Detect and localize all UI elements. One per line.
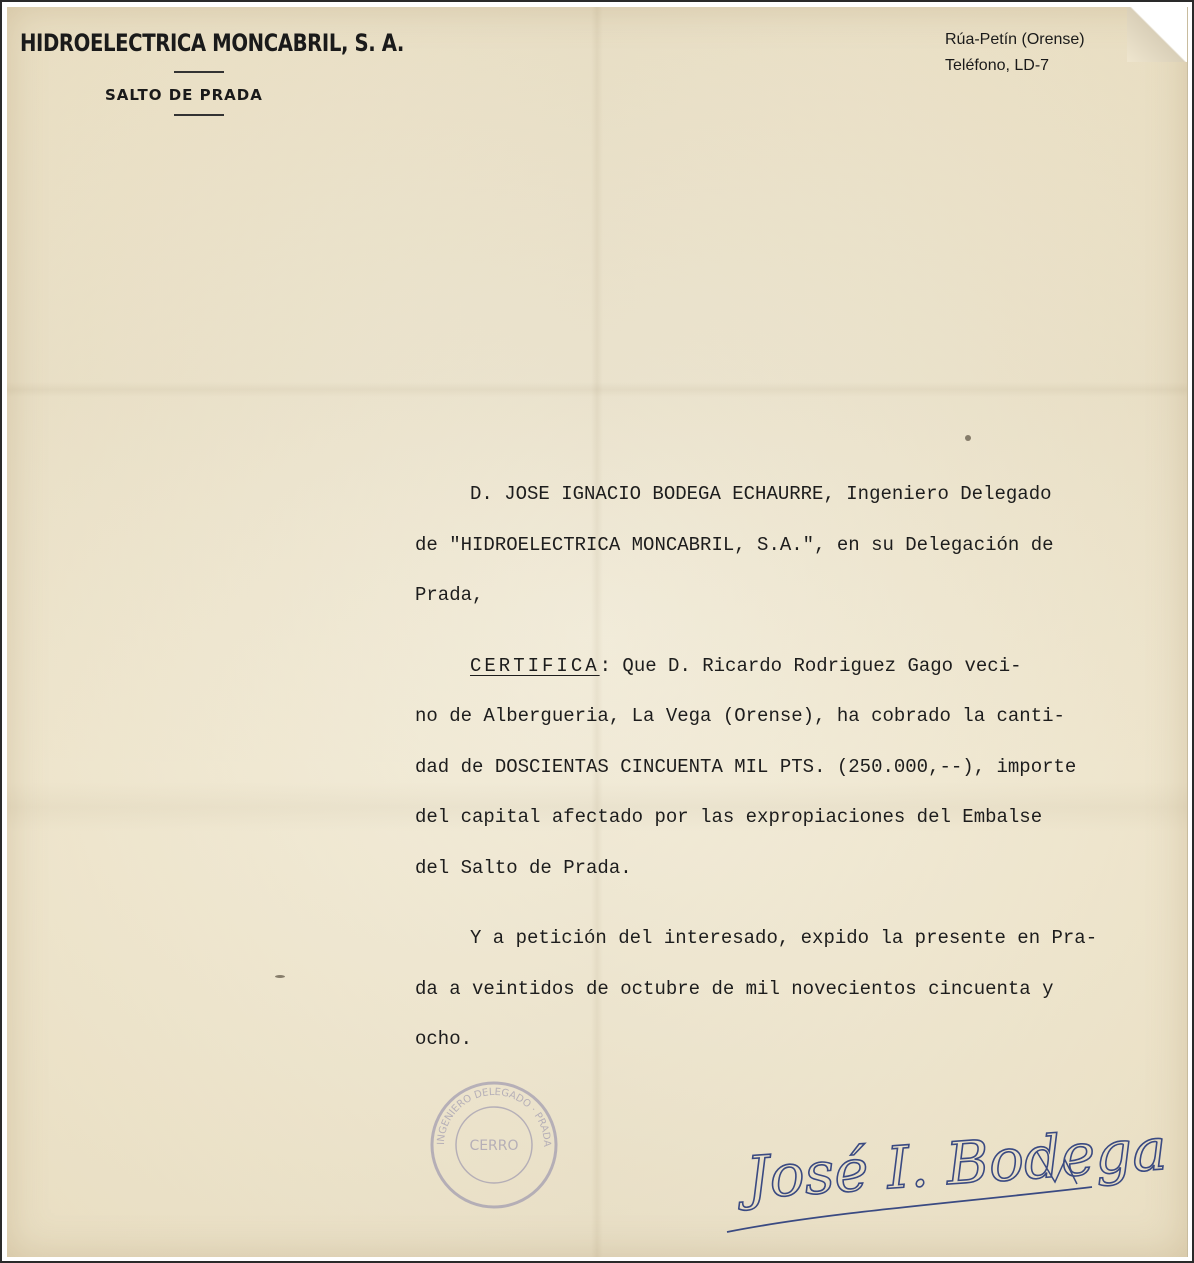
closing-line: da a veintidos de octubre de mil novecientos cincuenta y	[415, 977, 1054, 1000]
paper-mark	[275, 975, 285, 978]
handwritten-signature	[707, 1092, 1169, 1242]
body-line: dad de DOSCIENTAS CINCUENTA MIL PTS. (250.000,--), importe	[415, 755, 1077, 778]
body-line: D. JOSE IGNACIO BODEGA ECHAURRE, Ingeniero Delegado	[470, 483, 1052, 505]
signature-text: José I. Bodega	[743, 1114, 1169, 1213]
certifica-line	[415, 641, 1175, 692]
closing-line: ocho.	[415, 1028, 473, 1050]
official-stamp	[429, 1080, 559, 1210]
body-line: no de Albergueria, La Vega (Orense), ha cobrado la canti-	[415, 705, 1065, 727]
letter-paper	[7, 7, 1188, 1257]
folded-corner	[1127, 7, 1187, 62]
stamp-ring-text: INGENIERO DELEGADO · PRADA	[435, 1086, 553, 1148]
certificate-body	[415, 469, 1175, 1065]
stamp-center-text: CERRO	[469, 1138, 519, 1154]
body-line: Prada,	[415, 584, 484, 606]
paper-mark	[965, 435, 971, 441]
body-line: del Salto de Prada.	[415, 856, 632, 879]
address-line-2: Teléfono, LD-7	[945, 57, 1050, 74]
letterhead-subtitle: SALTO DE PRADA	[105, 86, 263, 104]
address-line-1: Rúa-Petín (Orense)	[945, 31, 1085, 48]
certifica-rest: : Que D. Ricardo Rodriguez Gago veci-	[599, 654, 1022, 677]
certifica-word: CERTIFICA	[470, 654, 600, 677]
letterhead-rule-top	[174, 71, 224, 73]
body-line: del capital afectado por las expropiaciones del Embalse	[415, 806, 1043, 828]
letterhead-address	[945, 27, 1085, 79]
letterhead-rule-bottom	[174, 114, 224, 116]
body-line: de "HIDROELECTRICA MONCABRIL, S.A.", en su Delegación de	[415, 533, 1054, 556]
letterhead-company-name: HIDROELECTRICA MONCABRIL, S. A.	[20, 29, 404, 57]
closing-line: Y a petición del interesado, expido la presente en Pra-	[470, 927, 1098, 949]
